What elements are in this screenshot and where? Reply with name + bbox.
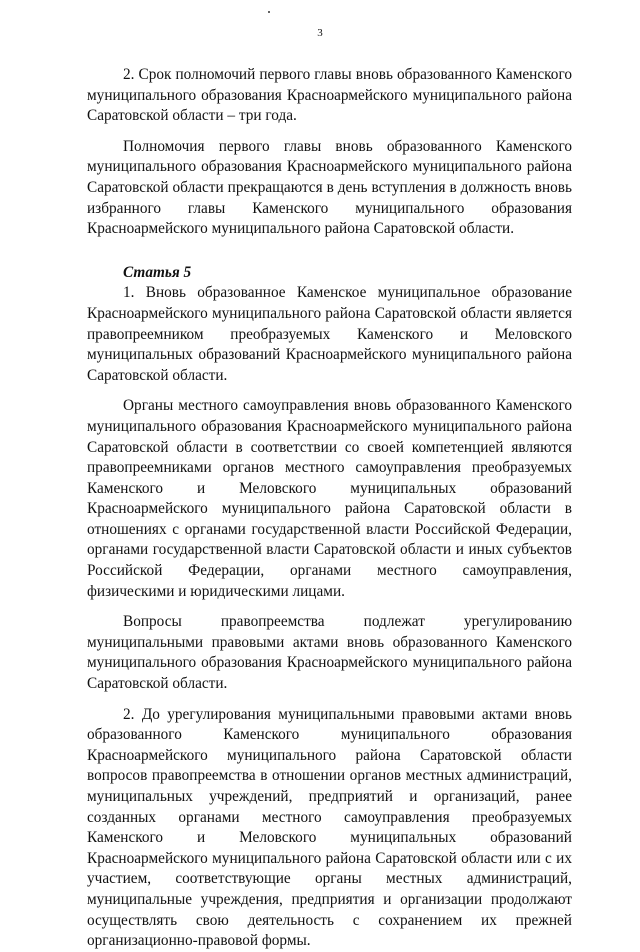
paragraph-transitional-provisions: 2. До урегулирования муниципальными правовыми актами вновь образованного Каменского муниципального образования Красноармейского муниципального района Саратовской области вопросов правопреемства в отношении органов местных администраций, муниципальных учреждений, предприятий и организаций, ранее созданных органами местного самоуправления преобразуемых Каменского и Меловского муниципальных образований Красноармейского муниципального района Саратовской области или с их участием, соответствующие органы местных администраций, муниципальные учреждения, предприятия и организации продолжают осуществлять свою деятельность с сохранением их прежней организационно-правовой формы. bbox=[87, 705, 572, 950]
document-body bbox=[87, 65, 572, 952]
page-number: 3 bbox=[317, 27, 323, 39]
paragraph-succession: 1. Вновь образованное Каменское муниципальное образование Красноармейского муниципального района Саратовской области является правопреемником преобразуемых Каменского и Меловского муниципальных образований Красноармейского муниципального района Саратовской области. bbox=[87, 284, 572, 384]
paragraph-term-of-office: 2. Срок полномочий первого главы вновь образованного Каменского муниципального образования Красноармейского муниципального района Саратовской области – три года. bbox=[87, 66, 572, 125]
paragraph-termination-of-powers: Полномочия первого главы вновь образованного Каменского муниципального образования Красноармейского муниципального района Саратовской области прекращаются в день вступления в должность вновь избранного главы Каменского муниципального образования Красноармейского муниципального района Саратовской области. bbox=[87, 137, 572, 238]
scan-speck bbox=[268, 11, 270, 13]
paragraph-local-government-successors: Органы местного самоуправления вновь образованного Каменского муниципального образования Красноармейского муниципального района Саратовской области в соответствии со своей компетенцией являются правопреемниками органов местного самоуправления преобразуемых Каменского и Меловского муниципальных образований Красноармейского муниципального района Саратовской области в отношениях с органами государственной власти Российской Федерации, органами государственной власти Саратовской области и иных субъектов Российской Федерации, органами местного самоуправления, физическими и юридическими лицами. bbox=[87, 397, 572, 600]
article-heading: Статья 5 bbox=[123, 263, 192, 281]
paragraph-succession-regulation: Вопросы правопреемства подлежат урегулированию муниципальными правовыми актами вновь образованного Каменского муниципального образования Красноармейского муниципального района Саратовской области. bbox=[87, 613, 572, 693]
